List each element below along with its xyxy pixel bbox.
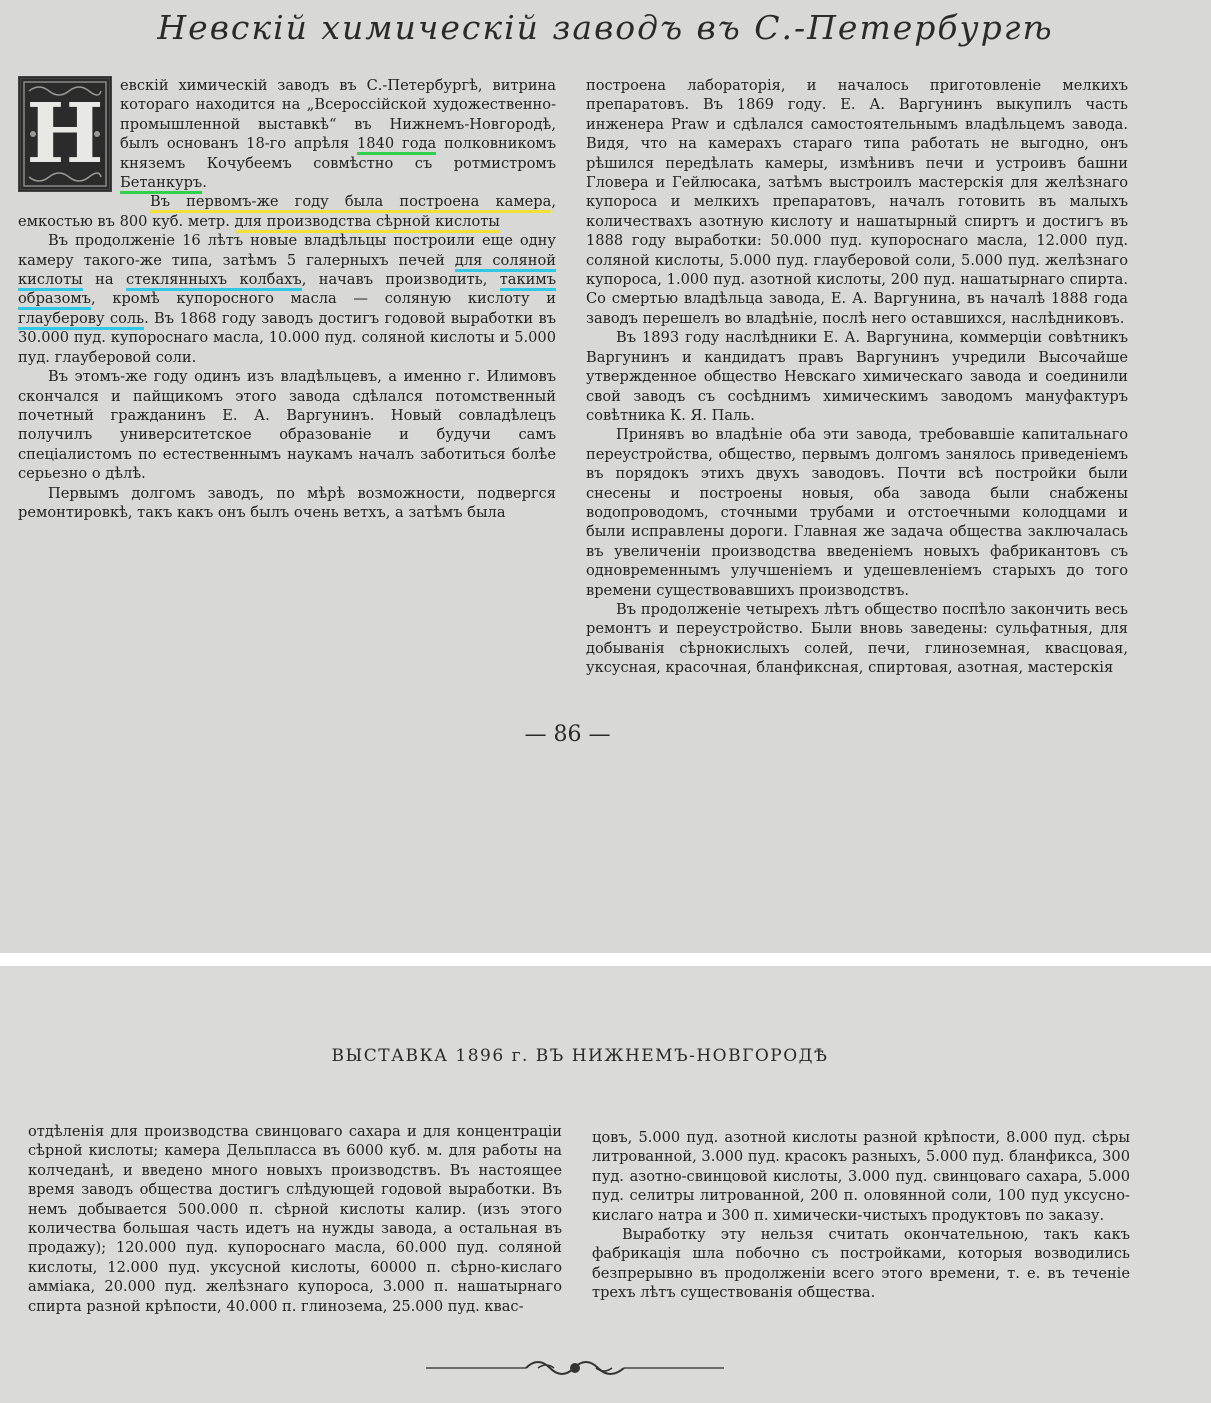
text-run: на	[82, 271, 127, 289]
highlight-year: 1840 года	[357, 135, 436, 155]
right-column	[592, 1128, 1130, 1303]
paragraph-1	[18, 76, 556, 192]
dropcap-ornament	[18, 76, 112, 192]
text-run: .	[202, 174, 207, 192]
highlight-first-chamber: Въ первомъ-же году была построена камера	[150, 193, 551, 213]
paragraph-r1: построена лабораторія, и началось приготовленіе мелкихъ препаратовъ. Въ 1869 году. Е. А. Варгунинъ выкупилъ часть инженера Praw и сдѣлался самостоятельнымъ владѣльцемъ завода. Видя, что на камерахъ стараго типа работать не выгодно, онъ рѣшился передѣлать камеры, измѣнивъ печи и устроивъ башни Гловера и Гейлюсака, затѣмъ выстроилъ мастерскія для желѣзнаго купороса и мелкихъ препаратовъ, началъ готовить въ малыхъ количествахъ азотную кислоту и нашатырный спиртъ и достигъ въ 1888 году выработки: 50.000 пуд. купороснаго масла, 12.000 пуд. соляной кислоты, 5.000 пуд. глауберовой соли, 5.000 пуд. желѣзнаго купороса, 1.000 пуд. азотной кислоты, 200 пуд. нашатырнаго спирта. Со смертью владѣльца завода, Е. А. Варгунина, въ началѣ 1888 года заводъ перешелъ во владѣніе, послѣ него оставшихся, наслѣдниковъ.	[586, 77, 1128, 327]
paragraph-2	[18, 192, 556, 231]
paragraph-5: Первымъ долгомъ заводъ, по мѣрѣ возможности, подвергся ремонтировкѣ, такъ какъ онъ былъ очень ветхъ, а затѣмъ была	[18, 484, 556, 521]
highlight-betancourt: Бетанкуръ	[120, 174, 202, 194]
dropcap-letter: Н	[26, 86, 104, 182]
paragraph-r1: цовъ, 5.000 пуд. азотной кислоты разной крѣпости, 8.000 пуд. сѣры литрованной, 3.000 пуд. красокъ разныхъ, 5.000 пуд. бланфикса, 300 пуд. азотно-свинцовой кислоты, 3.000 пуд. свинцоваго сахара, 5.000 пуд. селитры литрованной, 200 п. оловянной соли, 100 пуд уксусно-кислаго натра и 300 п. химически-чистыхъ продуктовъ по заказу.	[592, 1129, 1130, 1224]
highlight-glass-flasks: стеклянныхъ колбахъ	[126, 271, 302, 291]
page-87	[0, 966, 1211, 1403]
right-column	[586, 76, 1128, 678]
paragraph-3	[18, 231, 556, 367]
highlight-glauber-salt: глауберову соль	[18, 310, 144, 330]
text-run: полковникомъ княземъ Кочубеемъ совмѣстно съ ротмистромъ	[120, 135, 556, 172]
text-run: , емкостью въ 800 куб. метр.	[18, 193, 556, 230]
running-head: ВЫСТАВКА 1896 г. ВЪ НИЖНЕМЪ-НОВГОРОДѢ	[331, 1046, 829, 1066]
page-title: Невскій химическій заводъ въ С.-Петербургѣ	[157, 8, 1054, 47]
text-run: . Въ 1868 году заводъ достигъ годовой выработки въ 30.000 пуд. купороснаго масла, 10.000 пуд. соляной кислоты и 5.000 пуд. глауберовой соли.	[18, 309, 556, 366]
paragraph-r4: Въ продолженіе четырехъ лѣтъ общество поспѣло закончить весь ремонтъ и переустройство. Были вновь заведены: сульфатныя, для добыванія сѣрнокислыхъ солей, печи, глиноземная, квасцовая, уксусная, красочная, бланфиксная, спиртовая, азотная, мастерскія	[586, 600, 1128, 677]
text-run: Въ продолженіе 16 лѣтъ новые владѣльцы построили еще одну камеру такого-же типа, затѣмъ 5 галерныхъ печей	[18, 232, 556, 269]
paragraph-l1: отдѣленія для производства свинцоваго сахара и для концентраціи сѣрной кислоты; камера Дельпласса въ 6000 куб. м. для работы на колчеданѣ, и введено много новыхъ производствъ. Въ настоящее время заводъ общества достигъ слѣдующей годовой выработки. Въ немъ добывается 500.000 п. сѣрной кислоты калир. (изъ этого количества большая часть идетъ на нужды завода, а остальная въ продажу); 120.000 пуд. купороснаго масла, 60.000 пуд. соляной кислоты, 12.000 пуд. уксусной кислоты, 60000 п. сѣрно-кислаго аммiака, 20.000 пуд. желѣзнаго купороса, 3.000 п. нашатырнаго спирта разной крѣпости, 40.000 п. глинозема, 25.000 пуд. квас-	[28, 1123, 562, 1315]
highlight-sulfuric-acid: для производства сѣрной кислоты	[235, 213, 500, 233]
paragraph-r2: Выработку эту нельзя считать окончательною, такъ какъ фабрикація шла побочно съ постройками, которыя возводились безпрерывно въ продолженіи всего этого времени, т. е. въ теченіе трехъ лѣтъ существованія общества.	[592, 1226, 1130, 1302]
highlight-thus: такимъ образомъ	[18, 271, 556, 310]
text-run: , кромѣ купоросного масла — соляную кислоту и	[91, 290, 556, 308]
text-run: евскій химическій заводъ въ С.-Петербургѣ, витрина котораго находится на „Всероссійской художественно-промышленной выставкѣ“ въ Нижнемъ-Новгородѣ, былъ основанъ 18-го апрѣля	[120, 77, 556, 153]
paragraph-4: Въ этомъ-же году одинъ изъ владѣльцевъ, а именно г. Илимовъ скончался и пайщикомъ этого завода сдѣлался потомственный почетный гражданинъ Е. А. Варгунинъ. Новый совладѣлецъ получилъ университетское образованіе и будучи самъ спеціалистомъ по естественнымъ наукамъ началъ заботиться болѣе серьезно о дѣлѣ.	[18, 368, 556, 483]
page-number: — 86 —	[524, 722, 611, 747]
paragraph-r2: Въ 1893 году наслѣдники Е. А. Варгунина, коммерціи совѣтникъ Варгунинъ и кандидатъ правъ Варгунинъ учредили Высочайше утвержденное общество Невскаго химическаго завода и соединили свой заводъ съ сосѣднимъ химическимъ заводомъ мануфактуръ совѣтника К. Я. Паль.	[586, 329, 1128, 424]
left-column	[28, 1122, 562, 1316]
left-column	[18, 76, 556, 522]
text-run: , начавъ производить,	[301, 271, 500, 289]
ornament-divider-icon	[426, 1354, 724, 1382]
highlight-hydrochloric: для соляной кислоты	[18, 252, 556, 291]
paragraph-r3: Принявъ во владѣніе оба эти завода, требовавшіе капитальнаго переустройства, общество, первымъ долгомъ занялось приведеніемъ въ порядокъ этихъ двухъ заводовъ. Почти всѣ постройки были снесены и построены новыя, оба завода были снабжены водопроводомъ, сточными трубами и отстоечными колодцами и были исправлены дороги. Главная же задача общества заключалась въ увеличеніи производства введеніемъ новыхъ фабрикантовъ съ одновременнымъ улучшеніемъ и удешевленіемъ старыхъ до того времени существовавшихъ производствъ.	[586, 426, 1128, 599]
